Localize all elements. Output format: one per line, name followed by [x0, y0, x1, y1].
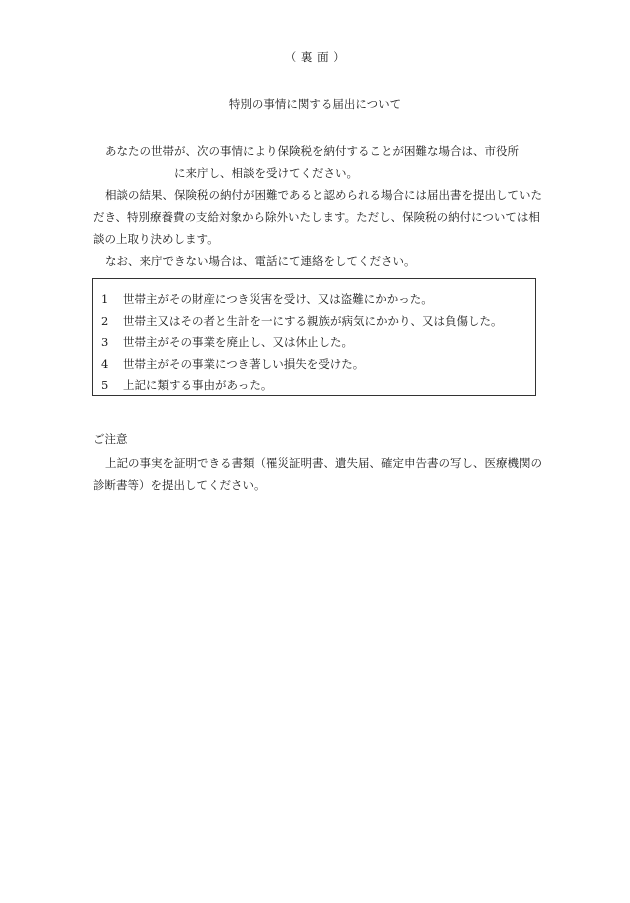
reason-item — [101, 311, 535, 333]
reason-item — [101, 375, 535, 397]
intro-paragraph — [93, 140, 553, 272]
reverse-side-label: （ 裏 面 ） — [284, 50, 346, 64]
reason-text: 世帯主がその事業を廃止し、又は休止した。 — [123, 335, 353, 349]
intro-line: あなたの世帯が、次の事情により保険税を納付することが困難な場合は、市役所 — [105, 144, 519, 158]
reason-number: 1 — [101, 292, 109, 306]
reason-item — [101, 289, 535, 311]
intro-line: だき、特別療養費の支給対象から除外いたします。ただし、保険税の納付については相 — [93, 210, 540, 224]
reasons-list-box — [92, 278, 536, 396]
notice-line: 診断書等）を提出してください。 — [93, 478, 266, 492]
document-title: 特別の事情に関する届出について — [228, 97, 402, 111]
notice-line: 上記の事実を証明できる書類（罹災証明書、遺失届、確定申告書の写し、医療機関の — [105, 456, 542, 470]
intro-line: に来庁し、相談を受けてください。 — [174, 166, 358, 180]
reason-text: 世帯主又はその者と生計を一にする親族が病気にかかり、又は負傷した。 — [123, 313, 503, 328]
reason-text: 世帯主がその事業につき著しい損失を受けた。 — [123, 356, 365, 371]
reason-number: 3 — [101, 335, 109, 349]
reason-number: 5 — [101, 378, 109, 392]
reason-item — [101, 354, 535, 376]
intro-line: なお、来庁できない場合は、電話にて連絡をしてください。 — [105, 254, 416, 268]
reason-text: 世帯主がその財産につき災害を受け、又は盗難にかかった。 — [123, 292, 433, 306]
intro-line: 相談の結果、保険税の納付が困難であると認められる場合には届出書を提出していた — [105, 188, 542, 202]
reason-item — [101, 332, 535, 354]
reason-number: 2 — [101, 313, 109, 328]
notice-paragraph — [93, 452, 553, 496]
reason-text: 上記に類する事由があった。 — [123, 378, 273, 392]
notice-heading: ご注意 — [93, 432, 128, 446]
reason-number: 4 — [101, 356, 109, 371]
intro-line: 談の上取り決めします。 — [93, 232, 219, 246]
